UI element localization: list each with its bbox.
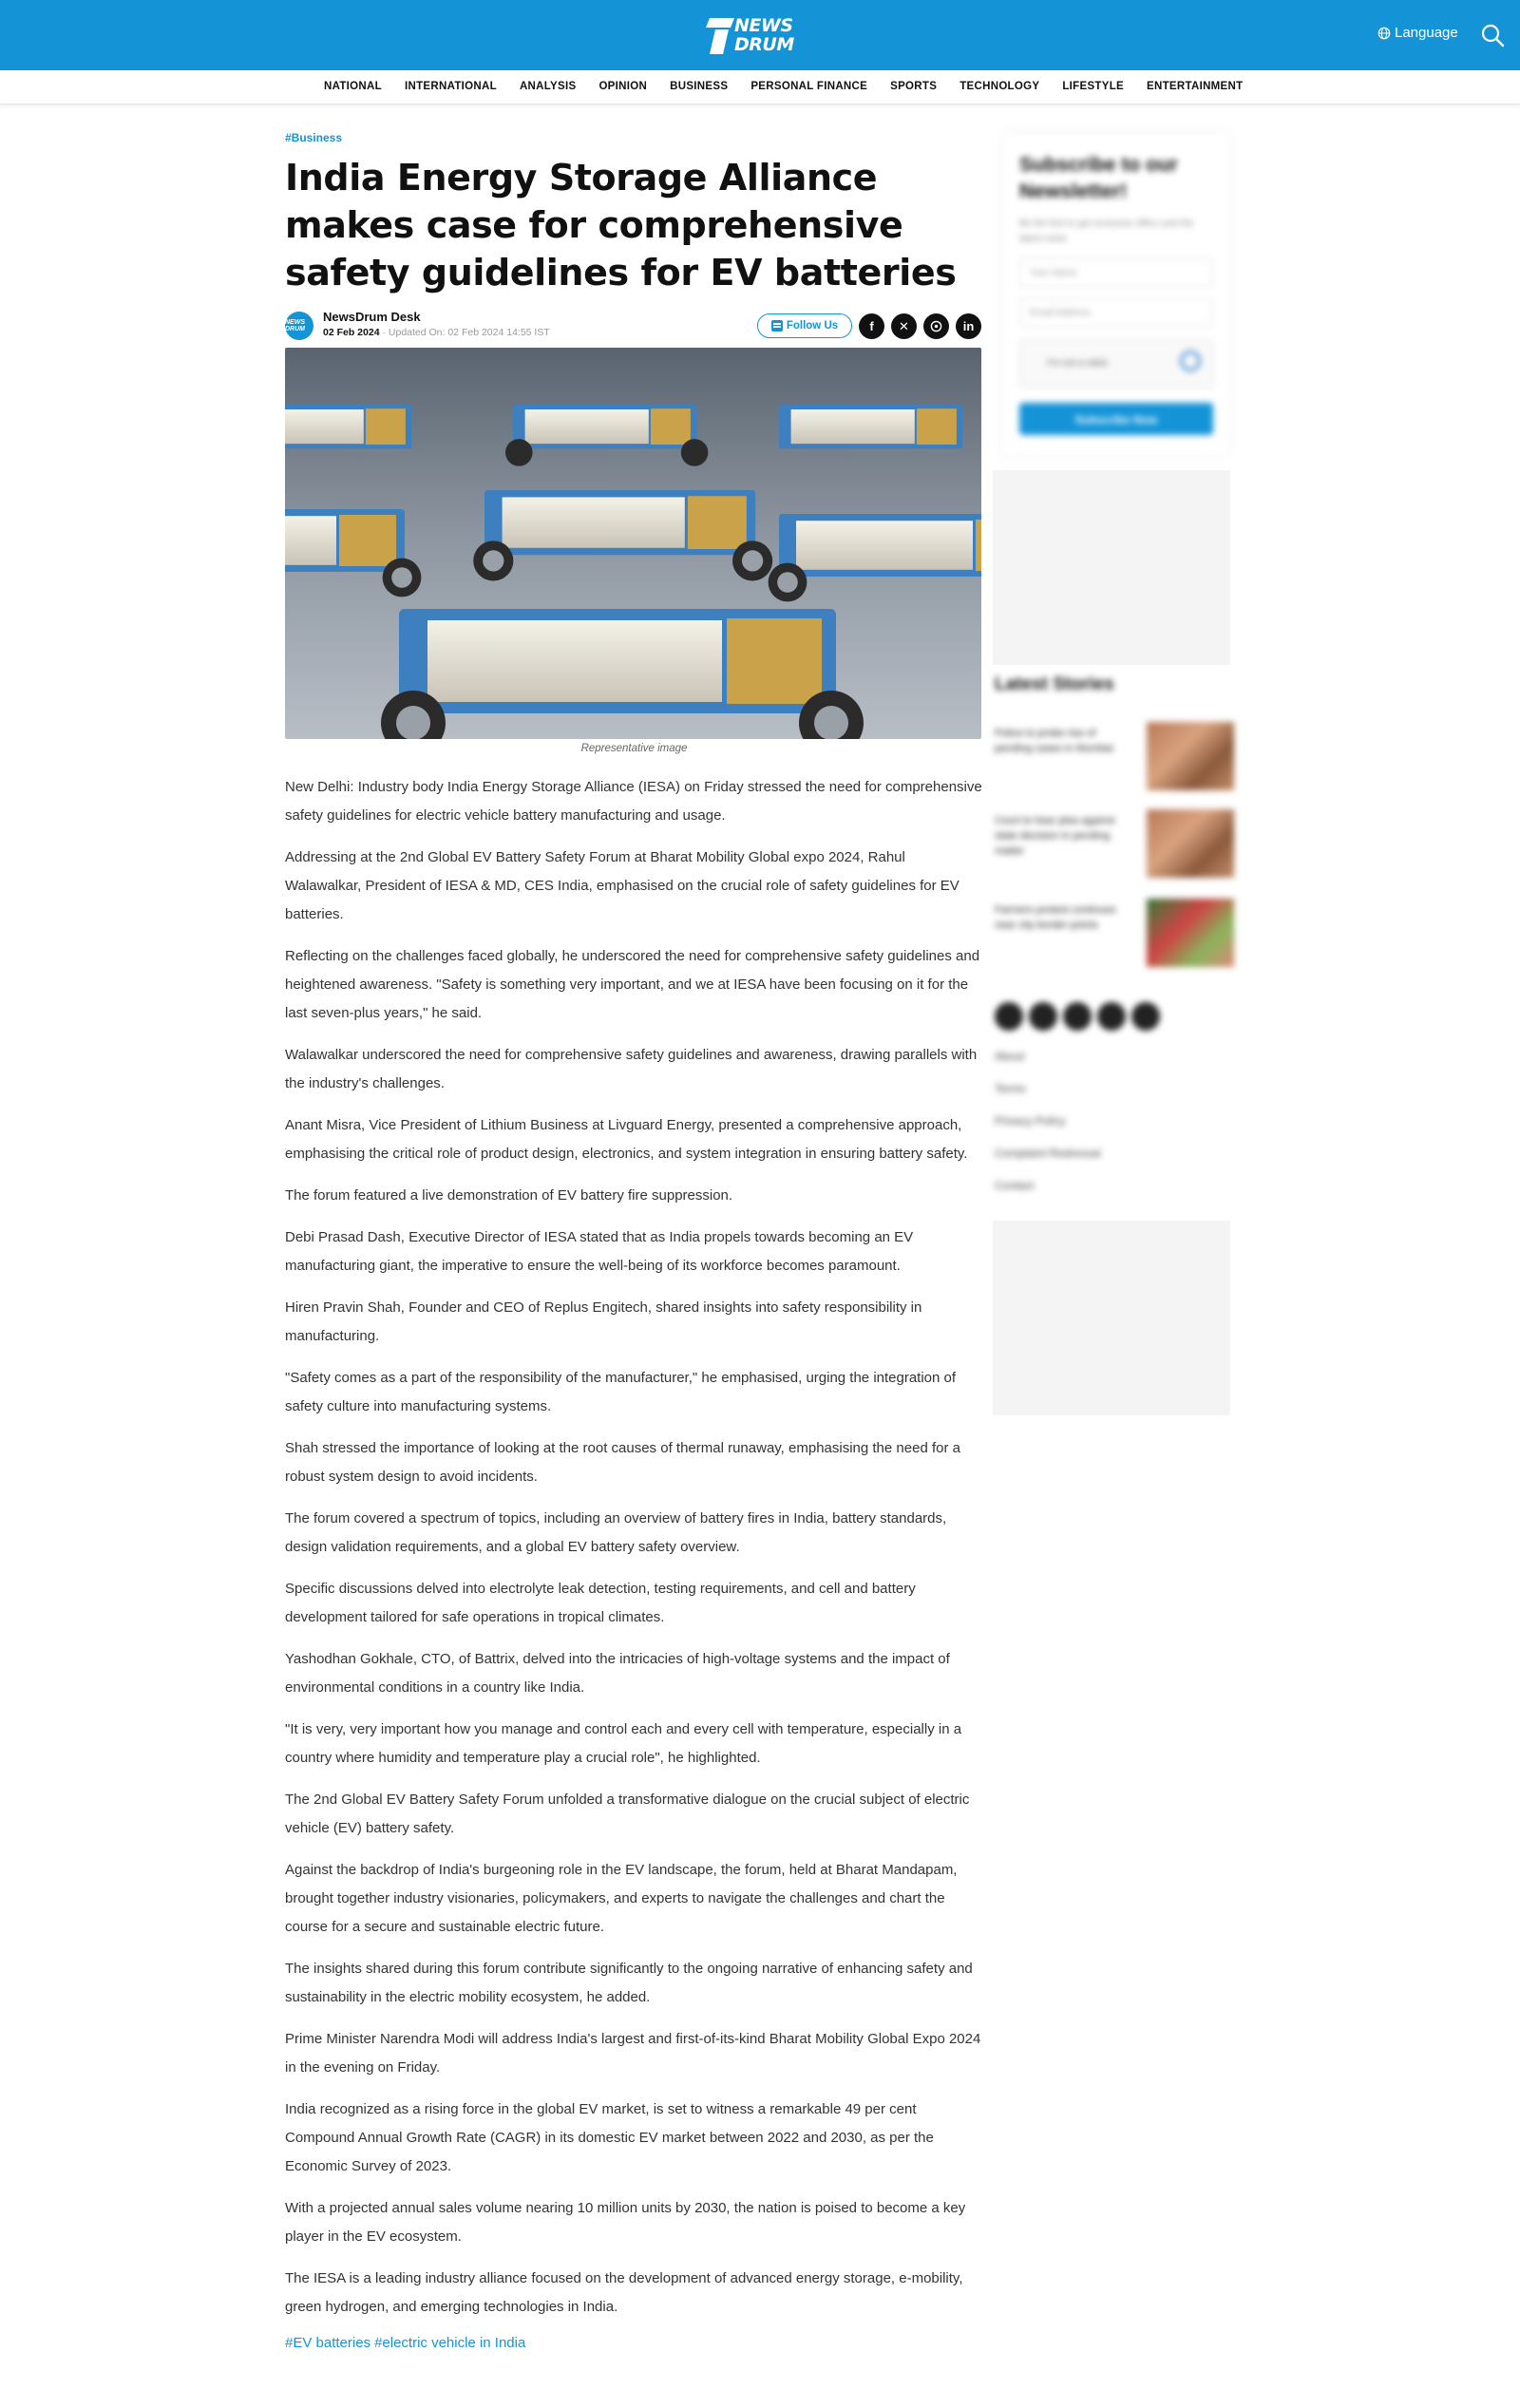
article-paragraph: The 2nd Global EV Battery Safety Forum unfolded a transformative dialogue on the crucial subject of electric vehicle (EV) battery safety. xyxy=(285,1792,970,1836)
author-avatar[interactable]: NEWS DRUM xyxy=(285,312,314,340)
article-paragraph: Reflecting on the challenges faced globally, he underscored the need for comprehensive safety guidelines and heightened awareness. "Safety is something very important, and we at IESA have been focusing on it for the last seven-plus years," he said. xyxy=(285,948,980,1021)
story-thumbnail xyxy=(1147,899,1234,967)
image-caption: Representative image xyxy=(580,743,688,754)
captcha-box[interactable] xyxy=(1019,340,1213,388)
author-name[interactable]: NewsDrum Desk xyxy=(323,310,421,324)
publish-date: 02 Feb 2024 xyxy=(323,327,380,338)
facebook-share-icon[interactable]: f xyxy=(859,313,884,339)
youtube-icon[interactable] xyxy=(1097,1002,1126,1031)
publish-info: 02 Feb 2024 · Updated On: 02 Feb 2024 14:55 IST xyxy=(323,327,550,338)
story-thumbnail xyxy=(1147,809,1234,878)
article-paragraph: With a projected annual sales volume nearing 10 million units by 2030, the nation is poised to become a key player in the EV ecosystem. xyxy=(285,2200,966,2245)
article-paragraph: Specific discussions delved into electrolyte leak detection, testing requirements, and cell and battery development tailored for safe operations in tropical climates. xyxy=(285,1581,916,1625)
nav-item-international[interactable]: INTERNATIONAL xyxy=(404,81,497,92)
globe-icon xyxy=(1378,27,1391,40)
article-body xyxy=(285,773,983,2322)
footer-link[interactable]: About xyxy=(995,1050,1025,1063)
story-headline: Farmers protest continues near city border points xyxy=(995,904,1116,931)
story-headline: Police to probe rise of pending cases in Mumbai xyxy=(995,728,1113,754)
article-paragraph: "It is very, very important how you manage and control each and every cell with temperature, especially in a country where humidity and temperature play a crucial role", he highlighted. xyxy=(285,1721,962,1766)
article-paragraph: Hiren Pravin Shah, Founder and CEO of Replus Engitech, shared insights into safety responsibility in manufacturing. xyxy=(285,1299,922,1344)
nav-item-personal-finance[interactable]: PERSONAL FINANCE xyxy=(750,81,868,92)
story-item[interactable] xyxy=(995,899,1237,973)
instagram-icon[interactable] xyxy=(1063,1002,1092,1031)
article-paragraph: The forum featured a live demonstration of EV battery fire suppression. xyxy=(285,1187,733,1204)
language-selector[interactable] xyxy=(1378,25,1458,41)
latest-stories-title: Latest Stories xyxy=(995,674,1114,694)
story-item[interactable] xyxy=(995,722,1237,796)
name-input[interactable]: Your Name xyxy=(1019,258,1213,287)
social-links xyxy=(995,1002,1160,1031)
article-paragraph: The IESA is a leading industry alliance focused on the development of advanced energy storage, e-mobility, green hydrogen, and emerging technologies in India. xyxy=(285,2270,963,2315)
nav-item-entertainment[interactable]: ENTERTAINMENT xyxy=(1147,81,1244,92)
footer-link[interactable]: Contact xyxy=(995,1179,1035,1192)
story-item[interactable] xyxy=(995,809,1237,883)
article-paragraph: Yashodhan Gokhale, CTO, of Battrix, delved into the intricacies of high-voltage systems and the impact of environmental conditions in a country like India. xyxy=(285,1651,950,1696)
language-label: Language xyxy=(1395,25,1458,41)
subscribe-button[interactable]: Subscribe Now xyxy=(1019,403,1213,435)
captcha-label: I'm not a robot xyxy=(1047,358,1108,369)
footer-link[interactable]: Privacy Policy xyxy=(995,1114,1066,1128)
nav-item-technology[interactable]: TECHNOLOGY xyxy=(960,81,1040,92)
article-paragraph: "Safety comes as a part of the responsibility of the manufacturer," he emphasised, urging the integration of safety culture into manufacturing systems. xyxy=(285,1370,957,1414)
article-paragraph: Walawalkar underscored the need for comprehensive safety guidelines and awareness, drawing parallels with the industry's challenges. xyxy=(285,1047,978,1091)
article-paragraph: New Delhi: Industry body India Energy Storage Alliance (IESA) on Friday stressed the need for comprehensive safety guidelines for electric vehicle battery manufacturing and usage. xyxy=(285,779,982,824)
x-share-icon[interactable]: ✕ xyxy=(891,313,917,339)
nav-item-sports[interactable]: SPORTS xyxy=(890,81,938,92)
tag-link[interactable]: #electric vehicle in India xyxy=(374,2335,526,2351)
linkedin-icon[interactable] xyxy=(1131,1002,1160,1031)
category-kicker[interactable]: #Business xyxy=(285,131,343,144)
article-paragraph: The insights shared during this forum contribute significantly to the ongoing narrative of enhancing safety and sustainability in the electric mobility ecosystem, he added. xyxy=(285,1961,973,2005)
article-paragraph: Debi Prasad Dash, Executive Director of IESA stated that as India propels towards becoming an EV manufacturing giant, the imperative to ensure the well-being of its workforce becomes paramount. xyxy=(285,1229,914,1274)
updated-date: Updated On: 02 Feb 2024 14:55 IST xyxy=(388,327,550,338)
article-paragraph: Prime Minister Narendra Modi will address India's largest and first-of-its-kind Bharat Mobility Global Expo 2024 in the evening on Friday. xyxy=(285,2031,981,2076)
nav-item-national[interactable]: NATIONAL xyxy=(324,81,382,92)
nav-item-analysis[interactable]: ANALYSIS xyxy=(519,81,577,92)
follow-label: Follow Us xyxy=(786,320,839,332)
whatsapp-share-icon[interactable] xyxy=(923,313,949,339)
search-icon[interactable] xyxy=(1480,23,1505,47)
newsletter-card xyxy=(1002,133,1230,456)
newsletter-text: Be the first to get exclusive offers and the latest news xyxy=(1019,218,1194,244)
article xyxy=(285,131,983,2351)
logo-mark-icon xyxy=(706,18,734,54)
article-paragraph: Against the backdrop of India's burgeoning role in the EV landscape, the forum, held at Bharat Mandapam, brought together industry visionaries, policymakers, and experts to navigate the challenges and chart the course for a secure and sustainable electric future. xyxy=(285,1862,958,1935)
section-nav xyxy=(0,70,1520,104)
email-input[interactable]: Email Address xyxy=(1019,298,1213,327)
article-paragraph: The forum covered a spectrum of topics, including an overview of battery fires in India, battery standards, design validation requirements, and a global EV battery safety overview. xyxy=(285,1510,947,1555)
story-headline: Court to hear plea against state decision in pending matter xyxy=(995,815,1115,857)
ad-slot[interactable] xyxy=(993,1221,1230,1415)
article-paragraph: Anant Misra, Vice President of Lithium Business at Livguard Energy, presented a comprehensive approach, emphasising the critical role of product design, electronics, and system integration in ensuring battery safety. xyxy=(285,1117,968,1162)
nav-item-opinion[interactable]: OPINION xyxy=(598,81,648,92)
linkedin-share-icon[interactable]: in xyxy=(956,313,981,339)
story-thumbnail xyxy=(1147,722,1234,790)
article-hero-image xyxy=(285,348,981,739)
ad-slot[interactable] xyxy=(993,470,1230,665)
article-paragraph: India recognized as a rising force in the global EV market, is set to witness a remarkable 49 per cent Compound Annual Growth Rate (CAGR) in its domestic EV market between 2022 and 2030, as per the Economic Survey of 2023. xyxy=(285,2101,934,2174)
article-paragraph: Addressing at the 2nd Global EV Battery Safety Forum at Bharat Mobility Global expo 2024, Rahul Walawalkar, President of IESA & MD, CES India, emphasised on the crucial role of safety guidelines for EV batteries. xyxy=(285,849,960,922)
logo-text: NEWS DRUM xyxy=(734,15,794,55)
footer-links xyxy=(995,1050,1100,1211)
site-logo[interactable] xyxy=(706,16,814,56)
x-icon[interactable] xyxy=(1029,1002,1057,1031)
footer-link[interactable]: Complaint Redressal xyxy=(995,1147,1101,1160)
nav-item-lifestyle[interactable]: LIFESTYLE xyxy=(1062,81,1125,92)
byline xyxy=(285,304,983,348)
article-paragraph: Shah stressed the importance of looking at the root causes of thermal runaway, emphasising the need for a robust system design to avoid incidents. xyxy=(285,1440,960,1485)
google-news-icon xyxy=(771,320,783,332)
recaptcha-icon xyxy=(1180,351,1201,371)
newsletter-title: Subscribe to our Newsletter! xyxy=(1019,154,1178,202)
facebook-icon[interactable] xyxy=(995,1002,1023,1031)
article-headline: India Energy Storage Alliance makes case for comprehensive safety guidelines for EV batteries xyxy=(285,157,957,294)
follow-us-button[interactable] xyxy=(757,313,852,338)
nav-item-business[interactable]: BUSINESS xyxy=(670,81,729,92)
top-header xyxy=(0,0,1520,70)
article-tags xyxy=(285,2335,983,2351)
footer-link[interactable]: Terms xyxy=(995,1082,1026,1095)
tag-link[interactable]: #EV batteries xyxy=(285,2335,371,2351)
